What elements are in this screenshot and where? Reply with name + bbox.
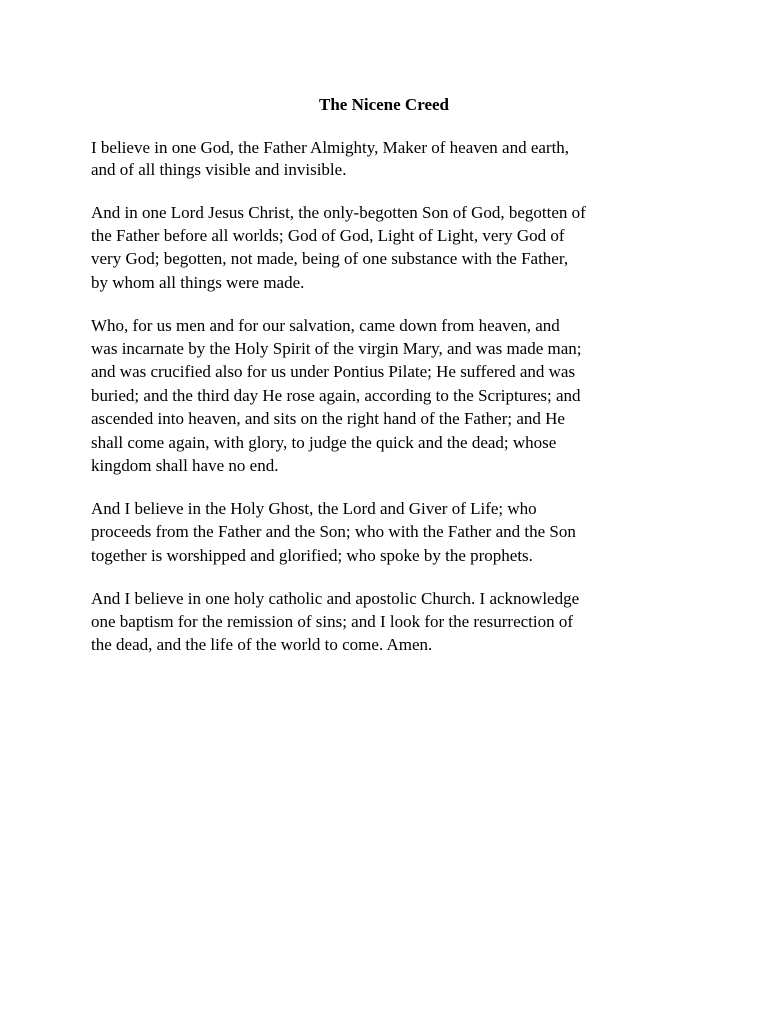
paragraph-2-line-3: very God; begotten, not made, being of one substance with the Father, (91, 249, 569, 268)
paragraph-3-line-3: and was crucified also for us under Pontius Pilate; He suffered and was (91, 362, 576, 381)
paragraph-3-line-2: was incarnate by the Holy Spirit of the virgin Mary, and was made man; (91, 339, 582, 358)
paragraph-2-line-2: the Father before all worlds; God of God, Light of Light, very God of (91, 226, 565, 245)
paragraph-1-line-1: I believe in one God, the Father Almighty, Maker of heaven and earth, (91, 138, 570, 157)
paragraph-1-line-2: and of all things visible and invisible. (91, 160, 347, 179)
paragraph-3-line-7: kingdom shall have no end. (91, 456, 279, 475)
paragraph-3-line-5: ascended into heaven, and sits on the right hand of the Father; and He (91, 409, 565, 428)
paragraph-5-line-3: the dead, and the life of the world to come. Amen. (91, 635, 433, 654)
paragraph-2-line-1: And in one Lord Jesus Christ, the only-begotten Son of God, begotten of (91, 203, 586, 222)
paragraph-4-line-3: together is worshipped and glorified; who spoke by the prophets. (91, 546, 533, 565)
paragraph-2-line-4: by whom all things were made. (91, 273, 305, 292)
paragraph-5-line-1: And I believe in one holy catholic and apostolic Church. I acknowledge (91, 589, 580, 608)
paragraph-3-line-4: buried; and the third day He rose again, according to the Scriptures; and (91, 386, 581, 405)
paragraph-4-line-2: proceeds from the Father and the Son; who with the Father and the Son (91, 522, 576, 541)
paragraph-3-line-6: shall come again, with glory, to judge the quick and the dead; whose (91, 433, 557, 452)
paragraph-3-line-1: Who, for us men and for our salvation, came down from heaven, and (91, 316, 560, 335)
paragraph-4-line-1: And I believe in the Holy Ghost, the Lord and Giver of Life; who (91, 499, 537, 518)
paragraph-5-line-2: one baptism for the remission of sins; and I look for the resurrection of (91, 612, 574, 631)
document-title: The Nicene Creed (319, 95, 449, 114)
